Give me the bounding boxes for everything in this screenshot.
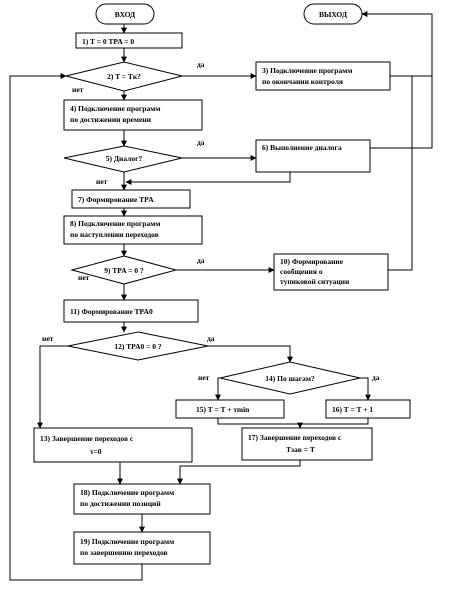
svg-text:10) Формирование: 10) Формирование bbox=[280, 257, 344, 266]
label-9-no: нет bbox=[78, 273, 90, 282]
label-5-no: нет bbox=[96, 177, 108, 186]
svg-text:τ=0: τ=0 bbox=[90, 447, 102, 456]
svg-text:ВЫХОД: ВЫХОД bbox=[318, 10, 348, 19]
svg-text:1) T = 0 TPA = 0: 1) T = 0 TPA = 0 bbox=[82, 37, 135, 46]
svg-text:3) Подключение программ: 3) Подключение программ bbox=[262, 66, 353, 75]
node-15 bbox=[176, 400, 284, 418]
node-19 bbox=[74, 532, 210, 564]
label-12-no: нет bbox=[42, 334, 54, 343]
node-exit bbox=[304, 4, 362, 24]
label-12-yes: да bbox=[207, 334, 215, 343]
edge-14-15 bbox=[218, 378, 220, 400]
svg-text:тупиковой ситуации: тупиковой ситуации bbox=[280, 277, 350, 286]
svg-text:4) Подключение программ: 4) Подключение программ bbox=[70, 104, 161, 113]
edge-14-16 bbox=[360, 378, 368, 400]
label-14-yes: да bbox=[372, 373, 380, 382]
svg-text:сообщения о: сообщения о bbox=[280, 267, 323, 276]
node-start bbox=[96, 4, 154, 24]
svg-text:6) Выполнение диалога: 6) Выполнение диалога bbox=[262, 143, 342, 152]
svg-text:2) T = Tк?: 2) T = Tк? bbox=[107, 72, 141, 81]
node-10 bbox=[274, 254, 388, 290]
edge-15-17 bbox=[218, 418, 300, 428]
node-4 bbox=[64, 100, 202, 130]
svg-text:по достижении времени: по достижении времени bbox=[70, 115, 151, 124]
node-16 bbox=[326, 400, 410, 418]
label-9-yes: да bbox=[197, 256, 205, 265]
node-2-decision bbox=[66, 62, 182, 91]
svg-text:Tзав = T: Tзав = T bbox=[286, 445, 315, 454]
svg-text:по завершению переходов: по завершению переходов bbox=[80, 548, 168, 557]
svg-text:8) Подключение программ: 8) Подключение программ bbox=[70, 219, 161, 228]
svg-text:по достижении позиций: по достижении позиций bbox=[80, 499, 161, 508]
connectors bbox=[10, 14, 432, 580]
node-14-decision bbox=[220, 362, 360, 394]
svg-text:5) Диалог?: 5) Диалог? bbox=[105, 154, 143, 163]
svg-text:16) T = T + 1: 16) T = T + 1 bbox=[332, 405, 374, 414]
node-17 bbox=[242, 428, 372, 460]
edge-6-7 bbox=[126, 172, 290, 182]
node-3 bbox=[256, 62, 390, 90]
edge-12-14 bbox=[208, 346, 290, 362]
svg-text:17) Завершение переходов с: 17) Завершение переходов с bbox=[248, 433, 342, 442]
svg-text:13) Завершение переходов с: 13) Завершение переходов с bbox=[40, 434, 134, 443]
node-13 bbox=[34, 428, 192, 462]
svg-text:19) Подключение программ: 19) Подключение программ bbox=[80, 537, 175, 546]
svg-text:7) Формирование TPA: 7) Формирование TPA bbox=[78, 195, 154, 204]
node-18 bbox=[74, 484, 210, 514]
edge-16-17 bbox=[300, 418, 368, 424]
edge-10-bus bbox=[388, 76, 412, 270]
svg-text:по окончании контроля: по окончании контроля bbox=[262, 77, 343, 86]
node-1 bbox=[76, 33, 182, 48]
node-6 bbox=[256, 140, 370, 172]
node-5-decision bbox=[64, 146, 182, 172]
svg-text:15) T = T + τmin: 15) T = T + τmin bbox=[196, 405, 250, 414]
label-5-yes: да bbox=[197, 138, 205, 147]
edge-12-13 bbox=[40, 346, 68, 428]
svg-text:ВХОД: ВХОД bbox=[114, 10, 136, 19]
node-7 bbox=[72, 190, 190, 208]
node-8 bbox=[64, 216, 202, 244]
svg-text:11) Формирование TPA0: 11) Формирование TPA0 bbox=[70, 307, 153, 316]
edge-17-18 bbox=[180, 460, 300, 484]
svg-text:по наступлении переходов: по наступлении переходов bbox=[70, 230, 159, 239]
svg-text:9) TPA = 0 ?: 9) TPA = 0 ? bbox=[104, 266, 144, 275]
node-12-decision bbox=[68, 332, 208, 360]
label-2-yes: да bbox=[197, 60, 205, 69]
svg-text:18) Подключение программ: 18) Подключение программ bbox=[80, 488, 175, 497]
svg-text:14) По шагам?: 14) По шагам? bbox=[265, 374, 315, 383]
label-14-no: нет bbox=[198, 373, 210, 382]
svg-text:12) TPA0 = 0 ?: 12) TPA0 = 0 ? bbox=[114, 342, 162, 351]
label-2-no: нет bbox=[72, 85, 84, 94]
node-11 bbox=[64, 300, 198, 322]
